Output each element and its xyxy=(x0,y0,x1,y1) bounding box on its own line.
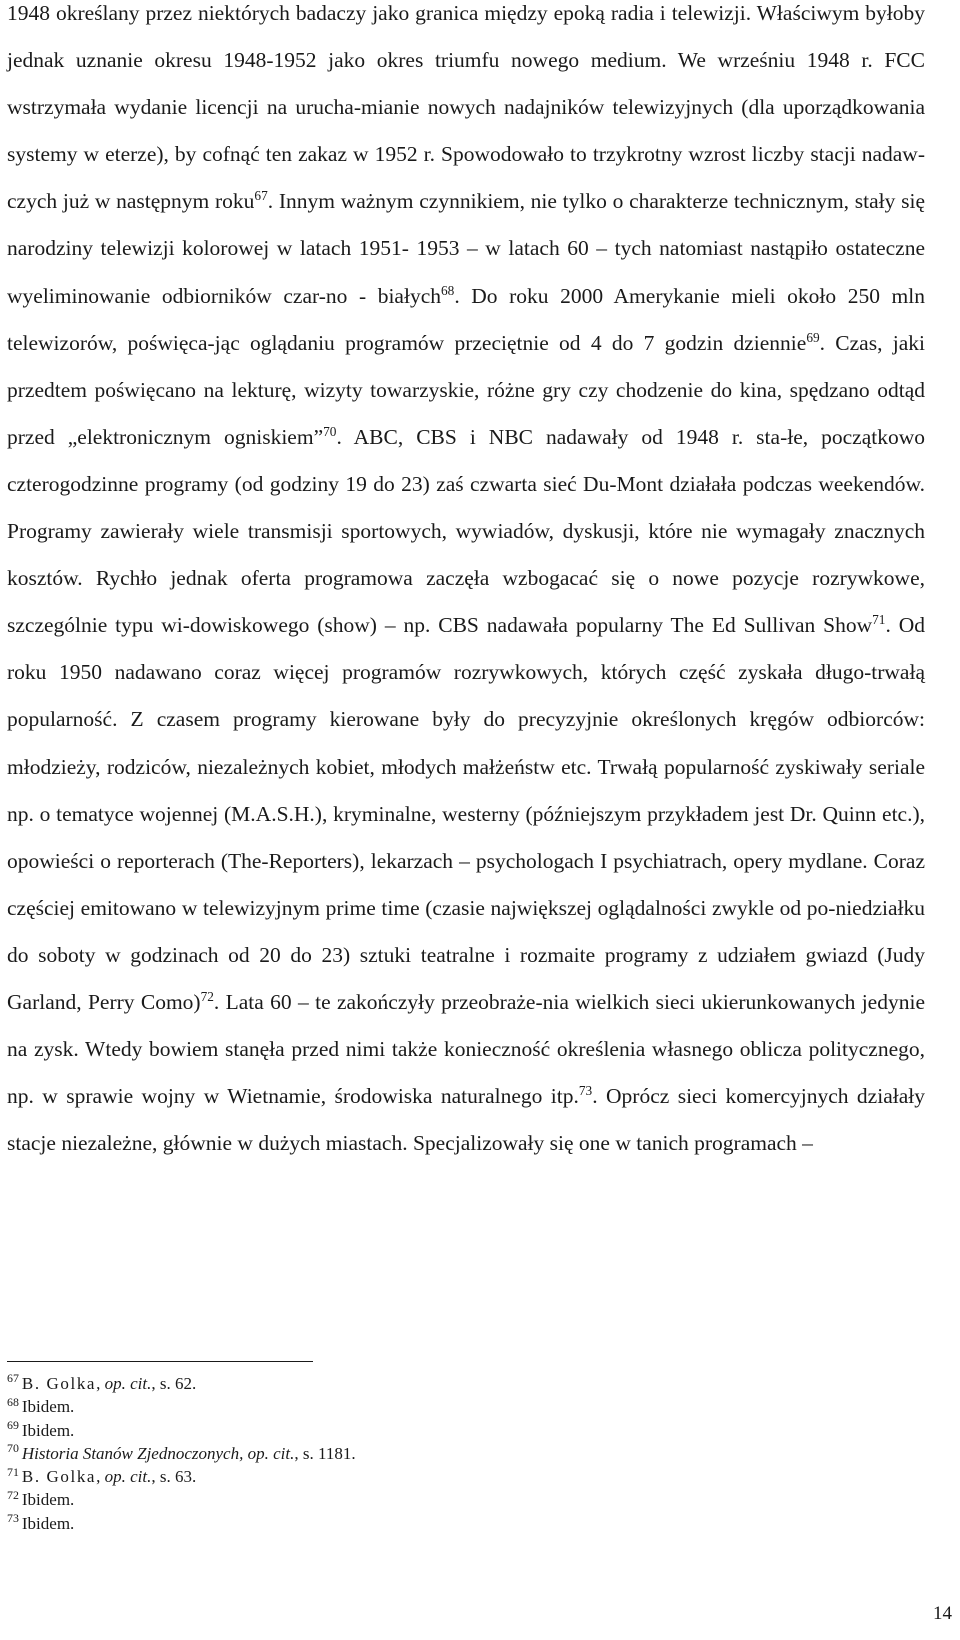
footnote-number: 68 xyxy=(7,1394,19,1409)
footnote-69 xyxy=(7,1419,907,1442)
footnote-70 xyxy=(7,1442,907,1465)
paragraph-segment: . Od roku 1950 nadawano coraz więcej programów rozrywkowych, których część zyskała długo-trwałą popularność. Z czasem programy kierowane były do precyzyjnie określonych kręgów odbiorców: młodzieży, rodziców, niezależnych kobiet, młodych małżeństw etc. Trwałą popularność zyskiwały seriale np. o tematyce wojennej (M.A.S.H.), kryminalne, westerny (późniejszym przykładem jest Dr. Quinn etc.), opowieści o reporterach (The-Reporters), lekarzach – psychologach I psychiatrach, opery mydlane. Coraz częściej emitowano w telewizyjnym prime time (czasie największej oglądalności zwykle od po-niedziałku do soboty w godzinach od 20 do 23) sztuki teatralne i rozmaite programy z udziałem gwiazd (Judy Garland, Perry Como) xyxy=(7,613,925,1014)
main-paragraph xyxy=(7,0,925,1167)
page-number: 14 xyxy=(933,1603,952,1624)
footnote-text: Ibidem. xyxy=(21,1490,75,1510)
footnote-68 xyxy=(7,1395,907,1418)
footnote-page: , s. 1181. xyxy=(294,1443,356,1463)
footnote-73 xyxy=(7,1512,907,1535)
paragraph-segment: . Innym ważnym czynnikiem, nie tylko o charakterze technicznym, stały się narodziny telewizji kolorowej w latach 1951- 1953 – w latach 60 – tych natomiast nastąpiło ostateczne wyeliminowanie odbiorników czar-no - białych xyxy=(7,189,926,308)
footnote-number: 69 xyxy=(7,1418,19,1433)
footnote-separator-text: , xyxy=(96,1374,105,1393)
paragraph-segment: . ABC, CBS i NBC nadawały od 1948 r. sta-łe, początkowo czterogodzinne programy (od godziny 19 do 23) zaś czwarta sieć Du-Mont działała podczas weekendów. Programy zawierały wiele transmisji sportowych, wywiadów, dyskusji, które nie wymagały znacznych kosztów. Rychło jednak oferta programowa zaczęła wzbogacać się o nowe pozycje rozrywkowe, szczególnie typu wi-dowiskowego (show) – np. CBS nadawała popularny The Ed Sullivan Show xyxy=(7,424,925,638)
footnote-reference[interactable]: 70 xyxy=(323,423,337,439)
footnote-reference[interactable]: 67 xyxy=(254,188,268,204)
footnote-text: Ibidem. xyxy=(21,1513,75,1533)
paragraph-segment: . Lata 60 – te zakończyły przeobraże-nia wielkich sieci ukierunkowanych jedynie na zysk. Wtedy bowiem stanęła przed nimi także konieczność określenia własnego oblicza politycznego, np. w sprawie wojny w Wietnamie, środowiska naturalnego itp. xyxy=(7,989,925,1109)
paragraph-segment: . Do roku 2000 Amerykanie mieli około 250 mln telewizorów, poświęca-jąc oglądaniu programów przeciętnie od 4 do 7 godzin dziennie xyxy=(7,283,925,355)
footnote-number: 72 xyxy=(7,1487,19,1502)
footnote-text: Ibidem. xyxy=(21,1397,75,1417)
footnotes-list xyxy=(7,1372,907,1535)
footnote-page: , s. 62. xyxy=(151,1374,197,1393)
footnote-reference[interactable]: 68 xyxy=(440,282,455,298)
footnote-reference[interactable]: 72 xyxy=(200,988,214,1004)
footnote-author: B. Golka xyxy=(21,1467,97,1487)
footnote-number: 71 xyxy=(7,1464,19,1479)
footnote-number: 67 xyxy=(7,1371,19,1386)
footnote-page: , s. 63. xyxy=(151,1467,197,1487)
footnote-author: B. Golka xyxy=(21,1374,97,1393)
paragraph-segment: 1948 określany przez niektórych badaczy jako granica między epoką radia i telewizji. Właściwym byłoby jednak uznanie okresu 1948-1952 jako okres triumfu nowego medium. We wrześniu 1948 r. FCC wstrzymała wydanie licencji na urucha-mianie nowych nadajników telewizyjnych (dla uporządkowania systemy w eterze), by cofnąć ten zakaz w 1952 r. Spowodowało to trzykrotny wzrost liczby stacji nadaw-czych już w następnym roku xyxy=(7,1,925,214)
footnote-reference[interactable]: 73 xyxy=(578,1082,593,1098)
footnote-71 xyxy=(7,1465,907,1488)
footnote-67 xyxy=(7,1372,907,1395)
footnote-separator xyxy=(7,1361,313,1362)
footnote-reference[interactable]: 71 xyxy=(872,611,886,627)
footnote-citation: op. cit. xyxy=(104,1374,152,1393)
footnote-72 xyxy=(7,1488,907,1511)
paragraph-segment: . Czas, jaki przedtem poświęcano na lekturę, wizyty towarzyskie, różne gry czy chodzenie do kina, spędzano odtąd przed „elektronicznym ogniskiem” xyxy=(7,330,925,449)
footnote-number: 73 xyxy=(7,1511,19,1526)
paragraph-segment: . Oprócz sieci komercyjnych działały stacje niezależne, głównie w dużych miastach. Specjalizowały się one w tanich programach – xyxy=(7,1084,925,1156)
footnote-text: Ibidem. xyxy=(21,1420,75,1440)
footnote-separator-text: , xyxy=(96,1467,105,1487)
footnote-reference[interactable]: 69 xyxy=(806,329,820,345)
footnote-citation: op. cit. xyxy=(104,1467,152,1487)
footnote-number: 70 xyxy=(7,1441,19,1456)
footnote-title: Historia Stanów Zjednoczonych, op. cit. xyxy=(21,1443,295,1463)
